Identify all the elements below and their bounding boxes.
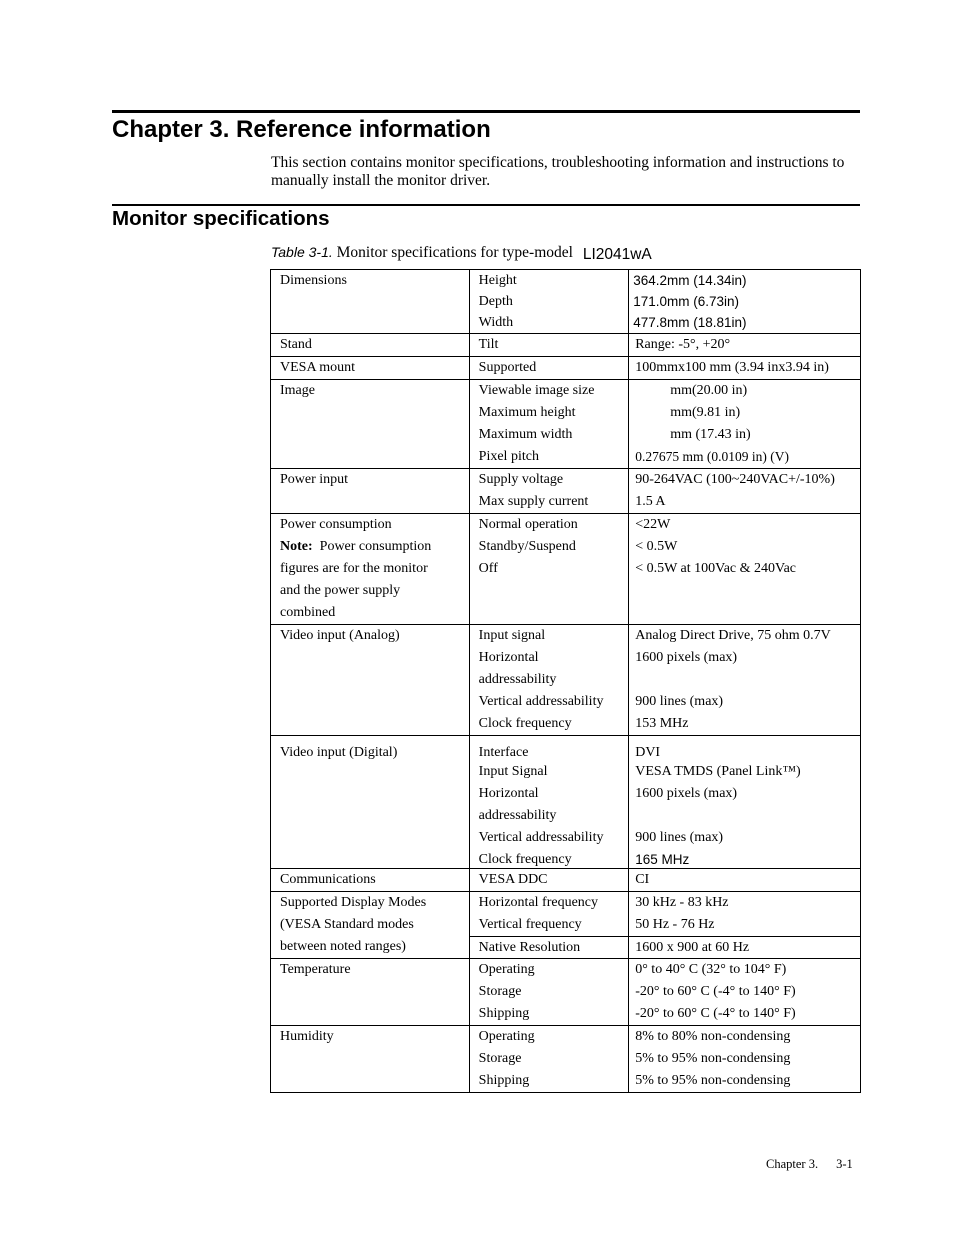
row-item: Depth — [478, 294, 513, 309]
row-value: -20° to 60° C (-4° to 140° F) — [635, 984, 796, 999]
row-value: 153 MHz — [635, 716, 689, 731]
row-item: Maximum height — [478, 405, 576, 420]
note-text: Power consumption — [319, 539, 432, 554]
row-item: Shipping — [478, 1073, 530, 1088]
table-row-vesa-mount — [271, 357, 861, 380]
row-value: 1.5 A — [635, 494, 666, 509]
row-value: 50 Hz - 76 Hz — [635, 917, 715, 932]
row-category: Communications — [280, 872, 376, 887]
row-item: Supported — [478, 360, 537, 375]
table-row-communications — [271, 869, 861, 892]
chapter-top-rule — [112, 110, 860, 113]
row-value: 5% to 95% non-condensing — [635, 1073, 791, 1088]
row-value: 5% to 95% non-condensing — [635, 1051, 791, 1066]
row-item: Horizontal frequency — [478, 895, 599, 910]
row-item: Storage — [478, 984, 522, 999]
row-category: between noted ranges) — [280, 939, 406, 954]
row-item: Input Signal — [478, 764, 548, 779]
table-row-power-input — [271, 469, 861, 514]
page-footer — [766, 1156, 853, 1172]
row-value: 90-264VAC (100~240VAC+/-10%) — [635, 472, 835, 487]
row-item: Vertical frequency — [478, 917, 582, 932]
row-value: mm(9.81 in) — [670, 405, 741, 420]
row-item: Storage — [478, 1051, 522, 1066]
table-row-dimensions — [271, 270, 861, 334]
row-item: Clock frequency — [478, 716, 572, 731]
row-item: addressability — [478, 672, 557, 687]
row-category: Power consumption — [280, 517, 392, 532]
note-line: and the power supply — [280, 583, 401, 598]
row-item: Operating — [478, 962, 535, 977]
row-value: < 0.5W — [635, 539, 678, 554]
row-value: mm (17.43 in) — [670, 427, 751, 442]
table-row-display-modes — [271, 892, 861, 937]
caption-model: LI2041wA — [582, 246, 652, 263]
row-item: Shipping — [478, 1006, 530, 1021]
row-item: Vertical addressability — [478, 694, 604, 709]
row-value: 0.27675 mm (0.0109 in) (V) — [635, 449, 789, 464]
row-item: Off — [478, 561, 498, 576]
row-item: Maximum width — [478, 427, 573, 442]
row-item: Horizontal — [478, 786, 539, 801]
row-item: Operating — [478, 1029, 535, 1044]
row-value: 1600 pixels (max) — [635, 786, 738, 801]
row-category: Video input (Analog) — [280, 628, 400, 643]
row-item: Supply voltage — [478, 472, 564, 487]
note-line: combined — [280, 605, 336, 620]
row-item: Width — [478, 315, 514, 330]
row-value: <22W — [635, 517, 671, 532]
table-row-video-analog — [271, 625, 861, 736]
table-row-power-consumption — [271, 514, 861, 625]
row-item: addressability — [478, 808, 557, 823]
row-category: (VESA Standard modes — [280, 917, 414, 932]
table-row-video-digital — [271, 736, 861, 869]
row-value: 0° to 40° C (32° to 104° F) — [635, 962, 787, 977]
caption-label: Table 3-1. — [271, 244, 333, 260]
row-item: Max supply current — [478, 494, 589, 509]
row-category: Power input — [280, 472, 349, 487]
row-value: 165 MHz — [635, 852, 690, 867]
row-value: 900 lines (max) — [635, 694, 724, 709]
note-label: Note: — [280, 539, 313, 554]
row-value: mm(20.00 in) — [670, 383, 748, 398]
row-value: 477.8mm (18.81in) — [633, 315, 747, 330]
row-item: Vertical addressability — [478, 830, 604, 845]
row-value: < 0.5W at 100Vac & 240Vac — [635, 561, 797, 576]
row-item: Pixel pitch — [478, 449, 539, 464]
row-category: Video input (Digital) — [280, 745, 398, 760]
row-value: 1600 pixels (max) — [635, 650, 738, 665]
row-item: Horizontal — [478, 650, 539, 665]
row-value-spacer — [635, 669, 860, 691]
row-value: DVI — [635, 745, 661, 760]
table-caption — [271, 242, 652, 263]
row-value: 1600 x 900 at 60 Hz — [635, 940, 750, 955]
row-value: VESA TMDS (Panel Link™) — [635, 764, 801, 779]
row-value: Range: -5°, +20° — [635, 337, 731, 352]
row-value: 364.2mm (14.34in) — [633, 273, 747, 288]
row-item: Standby/Suspend — [478, 539, 576, 554]
section-title: Monitor specifications — [112, 207, 330, 230]
row-category: Dimensions — [280, 273, 347, 288]
row-category: Humidity — [280, 1029, 334, 1044]
row-item: Normal operation — [478, 517, 578, 532]
row-item: Clock frequency — [478, 852, 572, 867]
footer-chapter: Chapter 3. — [766, 1157, 819, 1171]
row-category: Image — [280, 383, 315, 398]
row-value: 171.0mm (6.73in) — [633, 294, 740, 309]
note-line — [280, 536, 469, 558]
row-item: Input signal — [478, 628, 546, 643]
row-item: Viewable image size — [478, 383, 595, 398]
table-row-stand — [271, 334, 861, 357]
row-value: 30 kHz - 83 kHz — [635, 895, 729, 910]
caption-text: Monitor specifications for type-model — [336, 244, 573, 261]
row-value: 8% to 80% non-condensing — [635, 1029, 791, 1044]
row-value-spacer — [635, 805, 860, 827]
row-category: Supported Display Modes — [280, 895, 427, 910]
specifications-table — [270, 269, 861, 1093]
table-row-temperature — [271, 959, 861, 1026]
table-row-humidity — [271, 1026, 861, 1093]
table-row-image — [271, 380, 861, 469]
note-line: figures are for the monitor — [280, 561, 428, 576]
row-item: Tilt — [478, 337, 499, 352]
row-category: VESA mount — [280, 360, 356, 375]
chapter-title: Chapter 3. Reference information — [112, 116, 491, 143]
row-category: Stand — [280, 337, 312, 352]
row-value: 100mmx100 mm (3.94 inx3.94 in) — [635, 360, 829, 375]
row-item: Interface — [478, 745, 529, 760]
row-value: CI — [635, 872, 650, 887]
row-category: Temperature — [280, 962, 351, 977]
row-item: Native Resolution — [478, 940, 581, 955]
intro-paragraph: This section contains monitor specifications, troubleshooting information and instructions to manually install the monitor driver. — [271, 154, 845, 189]
row-value: Analog Direct Drive, 75 ohm 0.7V — [635, 628, 831, 643]
row-value: 900 lines (max) — [635, 830, 724, 845]
page-number: 3-1 — [836, 1157, 853, 1171]
row-item: VESA DDC — [478, 872, 548, 887]
row-value: -20° to 60° C (-4° to 140° F) — [635, 1006, 796, 1021]
row-item: Height — [478, 273, 517, 288]
